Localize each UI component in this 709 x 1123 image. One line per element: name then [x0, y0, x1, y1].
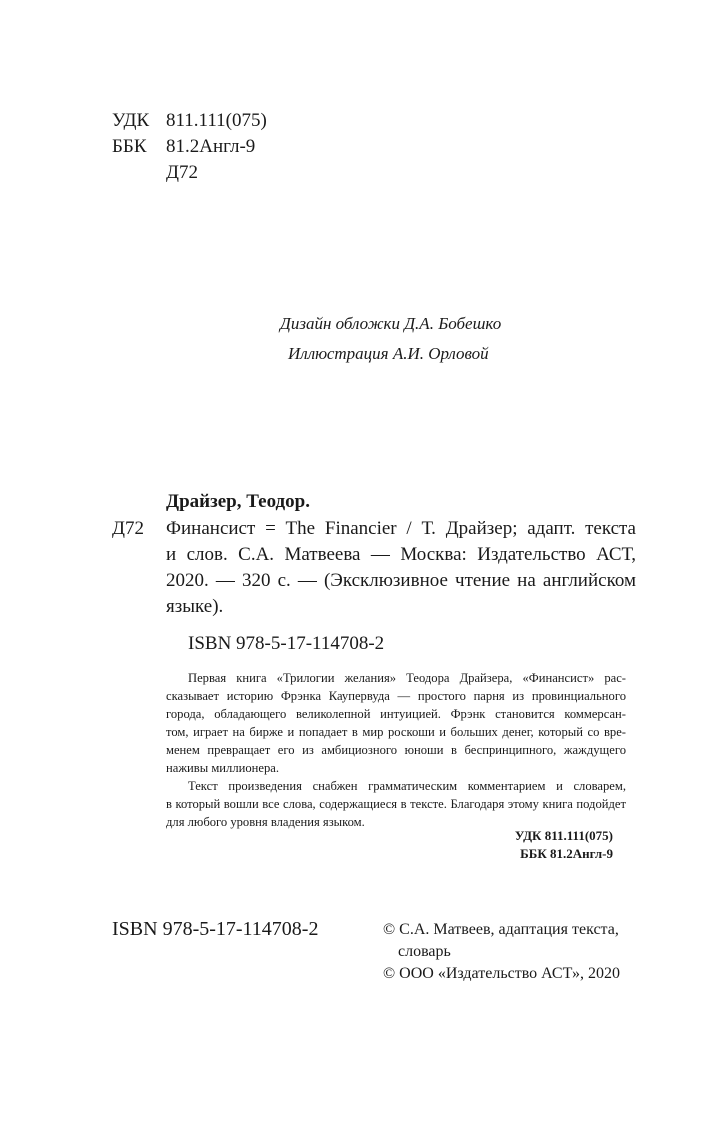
annotation-line: сказывает историю Фрэнка Каупервуда — простого парня из провинциального — [166, 689, 626, 703]
footer-isbn: ISBN 978-5-17-114708-2 — [112, 918, 319, 940]
record-line: Финансист = The Financier / Т. Драйзер; адапт. текста — [166, 518, 636, 539]
udk-label: УДК — [112, 110, 150, 131]
bbk-value: 81.2Англ-9 — [166, 136, 256, 157]
annotation-line: в который вошли все слова, содержащиеся в тексте. Благодаря этому книга подойдет — [166, 797, 626, 811]
copyright-adaptation: © С.А. Матвеев, адаптация текста, — [383, 921, 619, 938]
record-author: Драйзер, Теодор. — [166, 491, 310, 512]
bottom-bbk: ББК 81.2Англ-9 — [520, 846, 613, 861]
annotation-line: для любого уровня владения языком. — [166, 815, 365, 829]
copyright-block — [383, 919, 620, 985]
record-isbn: ISBN 978-5-17-114708-2 — [188, 633, 385, 654]
bottom-udk: УДК 811.111(075) — [514, 828, 613, 843]
annotation-line: Текст произведения снабжен грамматическим комментарием и словарем, — [188, 779, 626, 793]
annotation — [166, 669, 626, 831]
annotation-line: том, играет на бирже и попадает в мир роскоши и больших денег, который со вре- — [166, 725, 626, 739]
annotation-line: города, обладающего великолепной интуицией. Фрэнк становится коммерсан- — [166, 707, 626, 721]
bbk-label: ББК — [112, 136, 147, 157]
cover-design-credit: Дизайн обложки Д.А. Бобешко — [280, 314, 502, 333]
annotation-line: Первая книга «Трилогии желания» Теодора Драйзера, «Финансист» рас- — [188, 671, 626, 685]
record-line: и слов. С.А. Матвеева — Москва: Издательство АСТ, — [166, 544, 636, 565]
copyright-adaptation-cont: словарь — [398, 943, 451, 960]
copyright-publisher: © ООО «Издательство АСТ», 2020 — [383, 965, 620, 982]
record-line: языке). — [166, 596, 224, 617]
author-mark: Д72 — [166, 162, 198, 183]
record-side-mark: Д72 — [112, 518, 144, 539]
illustration-credit: Иллюстрация А.И. Орловой — [288, 344, 489, 363]
annotation-line: менем превращает его из амбициозного юноши в беспринципного, жаждущего — [166, 743, 626, 757]
record-line: 2020. — 320 с. — (Эксклюзивное чтение на английском — [166, 570, 636, 591]
record-description — [166, 516, 636, 620]
annotation-line: наживы миллионера. — [166, 761, 280, 775]
udk-value: 811.111(075) — [166, 110, 267, 131]
